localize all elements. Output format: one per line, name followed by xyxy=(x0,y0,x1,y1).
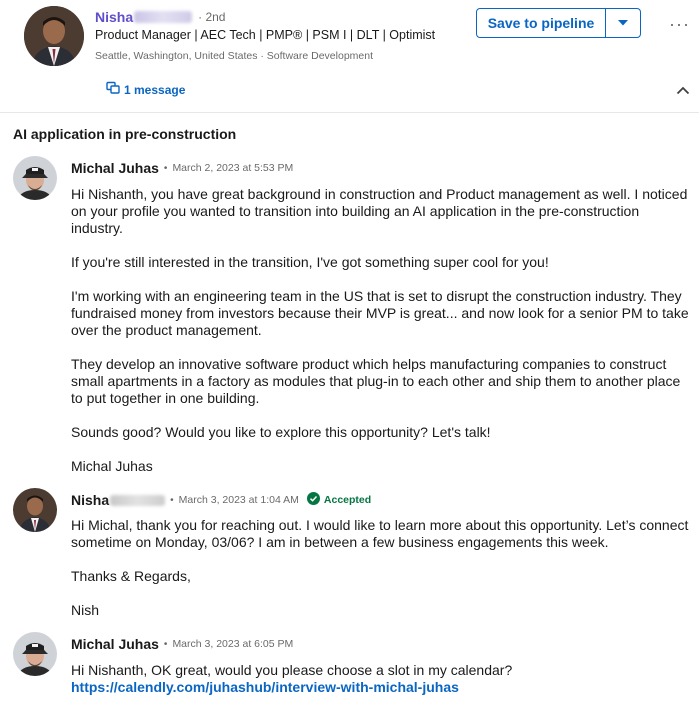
save-to-pipeline-button[interactable]: Save to pipeline xyxy=(477,9,606,37)
sender-name[interactable]: Michal Juhas xyxy=(71,636,159,652)
messages-icon xyxy=(106,81,120,98)
sender-avatar[interactable] xyxy=(13,632,57,676)
redacted-name xyxy=(110,495,165,506)
redacted-name xyxy=(134,11,192,23)
message-body xyxy=(71,186,691,475)
profile-name[interactable]: Nisha xyxy=(95,9,134,25)
message-paragraph: Hi Nishanth, OK great, would you please choose a slot in my calendar? xyxy=(71,662,513,678)
message-paragraph: Sounds good? Would you like to explore this opportunity? Let's talk! xyxy=(71,424,491,440)
separator-dot: • xyxy=(170,494,174,506)
conversation-subject: AI application in pre-construction xyxy=(13,126,237,142)
calendly-link[interactable]: https://calendly.com/juhashub/interview-with-michal-juhas xyxy=(71,679,459,695)
sender-name[interactable]: Michal Juhas xyxy=(71,160,159,176)
message-paragraph: I'm working with an engineering team in the US that is set to disrupt the construction industry. They fundraised money from investors because their MVP is great... and now look for a senior PM to take over the product management. xyxy=(71,288,689,338)
message-paragraph: Hi Nishanth, you have great background in construction and Product management as well. I noticed on your profile you wanted to transition into building an AI application in the pre-construction industry. xyxy=(71,186,688,236)
message-paragraph: They develop an innovative software product which helps manufacturing companies to construct small apartments in a factory as modules that plug-in to each other and ship them to another place to put together in one building. xyxy=(71,356,681,406)
separator-dot: • xyxy=(163,162,168,174)
message-time: March 2, 2023 at 5:53 PM xyxy=(172,162,294,174)
profile-header xyxy=(0,0,699,113)
message-time: March 3, 2023 at 1:04 AM xyxy=(178,494,299,506)
message-header xyxy=(71,492,371,508)
check-circle-icon xyxy=(307,492,320,508)
message-count-label: 1 message xyxy=(124,82,186,97)
message-body xyxy=(71,517,691,619)
separator-dot: • xyxy=(163,638,168,650)
accepted-label: Accepted xyxy=(323,494,372,506)
sender-avatar[interactable] xyxy=(13,156,57,200)
message-paragraph: If you're still interested in the transition, I've got something super cool for you! xyxy=(71,254,549,270)
message-header xyxy=(71,636,293,652)
message-paragraph: Thanks & Regards, xyxy=(71,568,191,584)
sender-avatar[interactable] xyxy=(13,488,57,532)
profile-headline: Product Manager | AEC Tech | PMP® | PSM I | DLT | Optimist xyxy=(95,28,436,42)
save-to-pipeline-group xyxy=(476,8,641,38)
caret-down-icon xyxy=(617,14,629,32)
message-count[interactable] xyxy=(106,81,185,98)
message-signature: Michal Juhas xyxy=(71,458,153,474)
message-time: March 3, 2023 at 6:05 PM xyxy=(172,638,294,650)
pipeline-dropdown-button[interactable] xyxy=(606,9,640,37)
message-body xyxy=(71,662,691,696)
message-signature: Nish xyxy=(71,602,100,618)
profile-location: Seattle, Washington, United States · Software Development xyxy=(95,50,374,62)
connection-degree: · 2nd xyxy=(198,10,226,24)
more-options-button[interactable]: ··· xyxy=(669,14,690,34)
accepted-status xyxy=(307,492,371,508)
message-header xyxy=(71,160,293,176)
collapse-chevron-icon[interactable] xyxy=(676,82,690,100)
message-paragraph: Hi Michal, thank you for reaching out. I would like to learn more about this opportunity. Let’s connect sometime on Monday, 03/06? I am in between a few business engagements this week. xyxy=(71,517,689,550)
profile-name-line xyxy=(95,9,225,25)
profile-avatar[interactable] xyxy=(24,6,84,66)
sender-name[interactable]: Nisha xyxy=(71,492,110,508)
